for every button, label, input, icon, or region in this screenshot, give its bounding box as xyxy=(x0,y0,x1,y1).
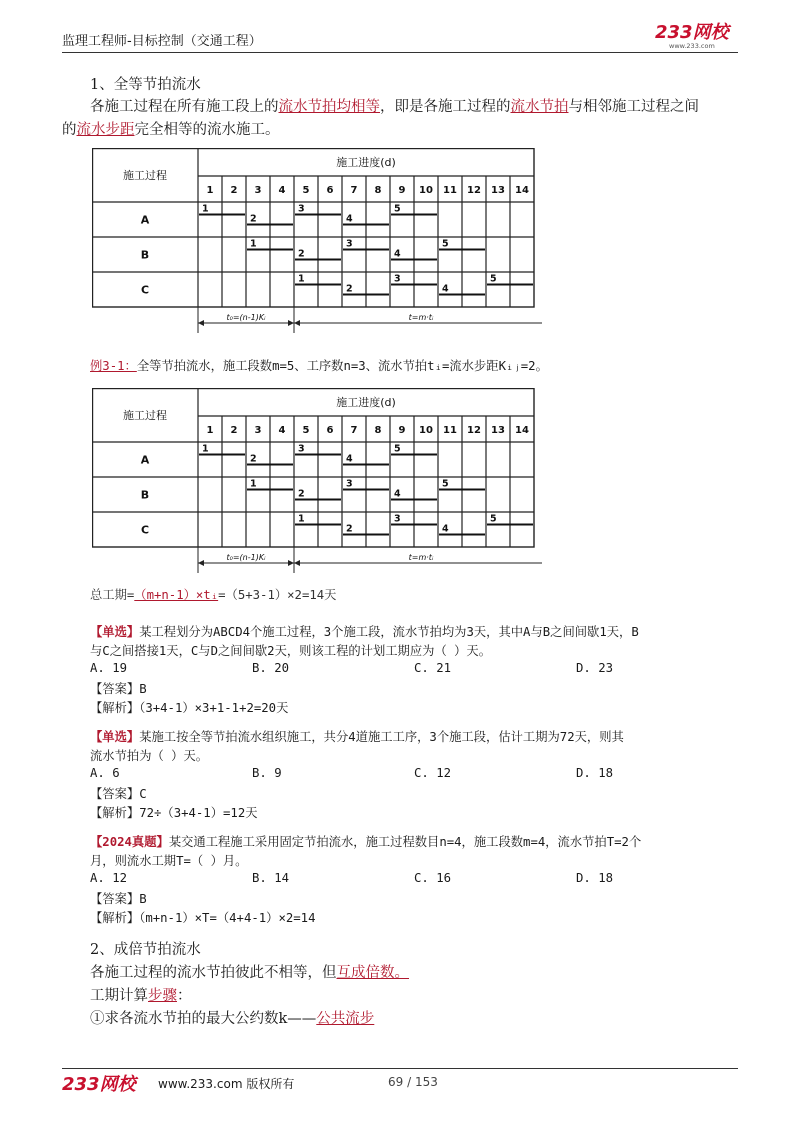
q2-analysis: 【解析】72÷（3+4-1）=12天 xyxy=(90,806,258,820)
row-label-B: B xyxy=(140,488,150,502)
bar-label: 4 xyxy=(394,488,401,500)
footer-copyright: www.233.com 版权所有 xyxy=(158,1077,295,1091)
q1-answer: 【答案】B xyxy=(90,682,147,696)
highlight-beat: 流水节拍 xyxy=(510,99,569,115)
q3-tag: 【2024真题】 xyxy=(90,835,169,849)
q1-line2: 与C之间搭接1天，C与D之间间歇2天，则该工程的计划工期应为（ ）天。 xyxy=(90,644,492,658)
example-line: 例3-1：全等节拍流水，施工段数m=5、工序数n=3、流水节拍tᵢ=流水步距Kᵢⱼ=2。 xyxy=(90,359,548,373)
q2-option-b: B. 9 xyxy=(252,766,282,780)
dim-arrow xyxy=(294,320,300,326)
q3-analysis: 【解析】（m+n-1）×T=（4+4-1）×2=14 xyxy=(90,911,316,925)
q3-line2: 月，则流水工期T=（ ）月。 xyxy=(90,854,248,868)
progress-header: 施工进度(d) xyxy=(336,156,396,169)
day-tick: 1 xyxy=(206,185,214,196)
footer-divider xyxy=(62,1068,738,1069)
section2-line2: 工期计算步骤： xyxy=(90,988,192,1004)
day-tick: 8 xyxy=(374,185,382,196)
bar-label: 1 xyxy=(250,478,257,490)
day-tick: 10 xyxy=(419,185,433,196)
page-number: 69 / 153 xyxy=(388,1075,438,1089)
day-tick: 8 xyxy=(374,425,382,436)
section1-line1: 各施工过程在所有施工段上的流水节拍均相等，即是各施工过程的流水节拍与相邻施工过程之间 xyxy=(90,99,699,115)
day-tick: 6 xyxy=(326,185,334,196)
brand-logo-text: 233网校 xyxy=(655,22,729,43)
dim-arrow xyxy=(288,320,294,326)
day-tick: 3 xyxy=(254,425,262,436)
bar-label: 5 xyxy=(442,238,449,250)
day-tick: 6 xyxy=(326,425,334,436)
footer-logo xyxy=(62,1071,148,1095)
q2-tag: 【单选】 xyxy=(90,730,140,744)
bar-label: 1 xyxy=(250,238,257,250)
dim-arrow xyxy=(288,560,294,566)
process-header: 施工过程 xyxy=(123,169,167,182)
brand-logo xyxy=(655,20,737,50)
bar-label: 3 xyxy=(394,273,401,285)
day-tick: 4 xyxy=(278,185,286,196)
bar-label: 4 xyxy=(346,453,353,465)
q3-line1: 【2024真题】某交通工程施工采用固定节拍流水，施工过程数目n=4，施工段数m=4，流水节拍T=2个 xyxy=(90,835,642,849)
q2-option-a: A. 6 xyxy=(90,766,120,780)
bar-label: 3 xyxy=(394,513,401,525)
day-tick: 14 xyxy=(515,185,529,196)
day-tick: 12 xyxy=(467,185,481,196)
day-tick: 13 xyxy=(491,425,505,436)
day-tick: 3 xyxy=(254,185,262,196)
q1-option-a: A. 19 xyxy=(90,661,128,675)
bar-label: 4 xyxy=(442,523,449,535)
progress-header: 施工进度(d) xyxy=(336,396,396,409)
bar-label: 3 xyxy=(346,238,353,250)
bar-label: 4 xyxy=(442,283,449,295)
total-duration: 总工期=（m+n-1）×tᵢ=（5+3-1）×2=14天 xyxy=(90,588,337,602)
bar-label: 2 xyxy=(298,248,305,260)
q3-option-a: A. 12 xyxy=(90,871,128,885)
q1-option-c: C. 21 xyxy=(414,661,452,675)
bar-label: 2 xyxy=(298,488,305,500)
section2-heading: 2、成倍节拍流水 xyxy=(90,942,201,958)
bar-label: 2 xyxy=(346,523,353,535)
day-tick: 1 xyxy=(206,425,214,436)
highlight-common-step: 公共流步 xyxy=(316,1011,375,1027)
dim-arrow xyxy=(198,560,204,566)
bar-label: 3 xyxy=(346,478,353,490)
day-tick: 9 xyxy=(398,185,406,196)
day-tick: 14 xyxy=(515,425,529,436)
q1-line1: 【单选】某工程划分为ABCD4个施工过程，3个施工段，流水节拍均为3天，其中A与B之间间歇1天，B xyxy=(90,625,639,639)
highlight-steps: 步骤 xyxy=(148,988,177,1004)
bar-label: 5 xyxy=(394,203,401,215)
bar-label: 3 xyxy=(298,203,305,215)
day-tick: 7 xyxy=(350,425,358,436)
day-tick: 13 xyxy=(491,185,505,196)
header-divider xyxy=(62,52,738,53)
bar-label: 1 xyxy=(298,273,305,285)
q2-option-d: D. 18 xyxy=(576,766,614,780)
bar-label: 5 xyxy=(490,273,497,285)
dim-arrow xyxy=(294,560,300,566)
day-tick: 5 xyxy=(302,185,310,196)
bar-label: 2 xyxy=(250,453,257,465)
total-formula: （m+n-1）×tᵢ xyxy=(134,588,219,602)
q1-option-b: B. 20 xyxy=(252,661,290,675)
schedule-diagram-2 xyxy=(92,388,542,578)
schedule-svg xyxy=(92,148,542,338)
bar-label: 4 xyxy=(394,248,401,260)
q3-option-c: C. 16 xyxy=(414,871,452,885)
footer-logo-text: 233网校 xyxy=(62,1074,136,1095)
day-tick: 5 xyxy=(302,425,310,436)
q3-answer: 【答案】B xyxy=(90,892,147,906)
q3-option-b: B. 14 xyxy=(252,871,290,885)
dim-label-left: t₀=(n-1)Kᵢ xyxy=(226,313,266,322)
day-tick: 9 xyxy=(398,425,406,436)
dim-label-left: t₀=(n-1)Kᵢ xyxy=(226,553,266,562)
section1-line2: 的流水步距完全相等的流水施工。 xyxy=(62,122,280,138)
row-label-B: B xyxy=(140,248,150,262)
bar-label: 5 xyxy=(394,443,401,455)
header-title: 监理工程师-目标控制（交通工程） xyxy=(62,34,262,49)
row-label-C: C xyxy=(140,283,150,297)
bar-label: 1 xyxy=(202,443,209,455)
highlight-equal-beat: 流水节拍均相等 xyxy=(278,99,380,115)
row-label-C: C xyxy=(140,523,150,537)
day-tick: 2 xyxy=(230,185,238,196)
process-header: 施工过程 xyxy=(123,409,167,422)
bar-label: 3 xyxy=(298,443,305,455)
dim-arrow xyxy=(198,320,204,326)
schedule-svg xyxy=(92,388,542,578)
brand-logo-url: www.233.com xyxy=(669,42,715,50)
q1-option-d: D. 23 xyxy=(576,661,614,675)
day-tick: 11 xyxy=(443,425,457,436)
bar-label: 4 xyxy=(346,213,353,225)
section2-line3: ①求各流水节拍的最大公约数k——公共流步 xyxy=(90,1011,375,1027)
highlight-multiple: 互成倍数。 xyxy=(336,965,409,981)
q2-answer: 【答案】C xyxy=(90,787,147,801)
section2-line1: 各施工过程的流水节拍彼此不相等，但互成倍数。 xyxy=(90,965,409,981)
day-tick: 4 xyxy=(278,425,286,436)
row-label-A: A xyxy=(140,213,150,227)
q2-option-c: C. 12 xyxy=(414,766,452,780)
day-tick: 11 xyxy=(443,185,457,196)
example-label: 例3-1： xyxy=(90,359,137,373)
bar-label: 1 xyxy=(202,203,209,215)
q1-analysis: 【解析】（3+4-1）×3+1-1+2=20天 xyxy=(90,701,289,715)
q3-option-d: D. 18 xyxy=(576,871,614,885)
day-tick: 7 xyxy=(350,185,358,196)
highlight-step: 流水步距 xyxy=(76,122,135,138)
bar-label: 2 xyxy=(250,213,257,225)
bar-label: 5 xyxy=(490,513,497,525)
bar-label: 5 xyxy=(442,478,449,490)
day-tick: 2 xyxy=(230,425,238,436)
section1-heading: 1、全等节拍流水 xyxy=(90,77,201,93)
dim-label-right: t=m·tᵢ xyxy=(408,553,434,562)
schedule-diagram-1 xyxy=(92,148,542,338)
day-tick: 10 xyxy=(419,425,433,436)
day-tick: 12 xyxy=(467,425,481,436)
q1-tag: 【单选】 xyxy=(90,625,140,639)
q2-line2: 流水节拍为（ ）天。 xyxy=(90,749,209,763)
row-label-A: A xyxy=(140,453,150,467)
dim-label-right: t=m·tᵢ xyxy=(408,313,434,322)
bar-label: 2 xyxy=(346,283,353,295)
q2-line1: 【单选】某施工按全等节拍流水组织施工，共分4道施工工序，3个施工段，估计工期为72天，则其 xyxy=(90,730,624,744)
bar-label: 1 xyxy=(298,513,305,525)
